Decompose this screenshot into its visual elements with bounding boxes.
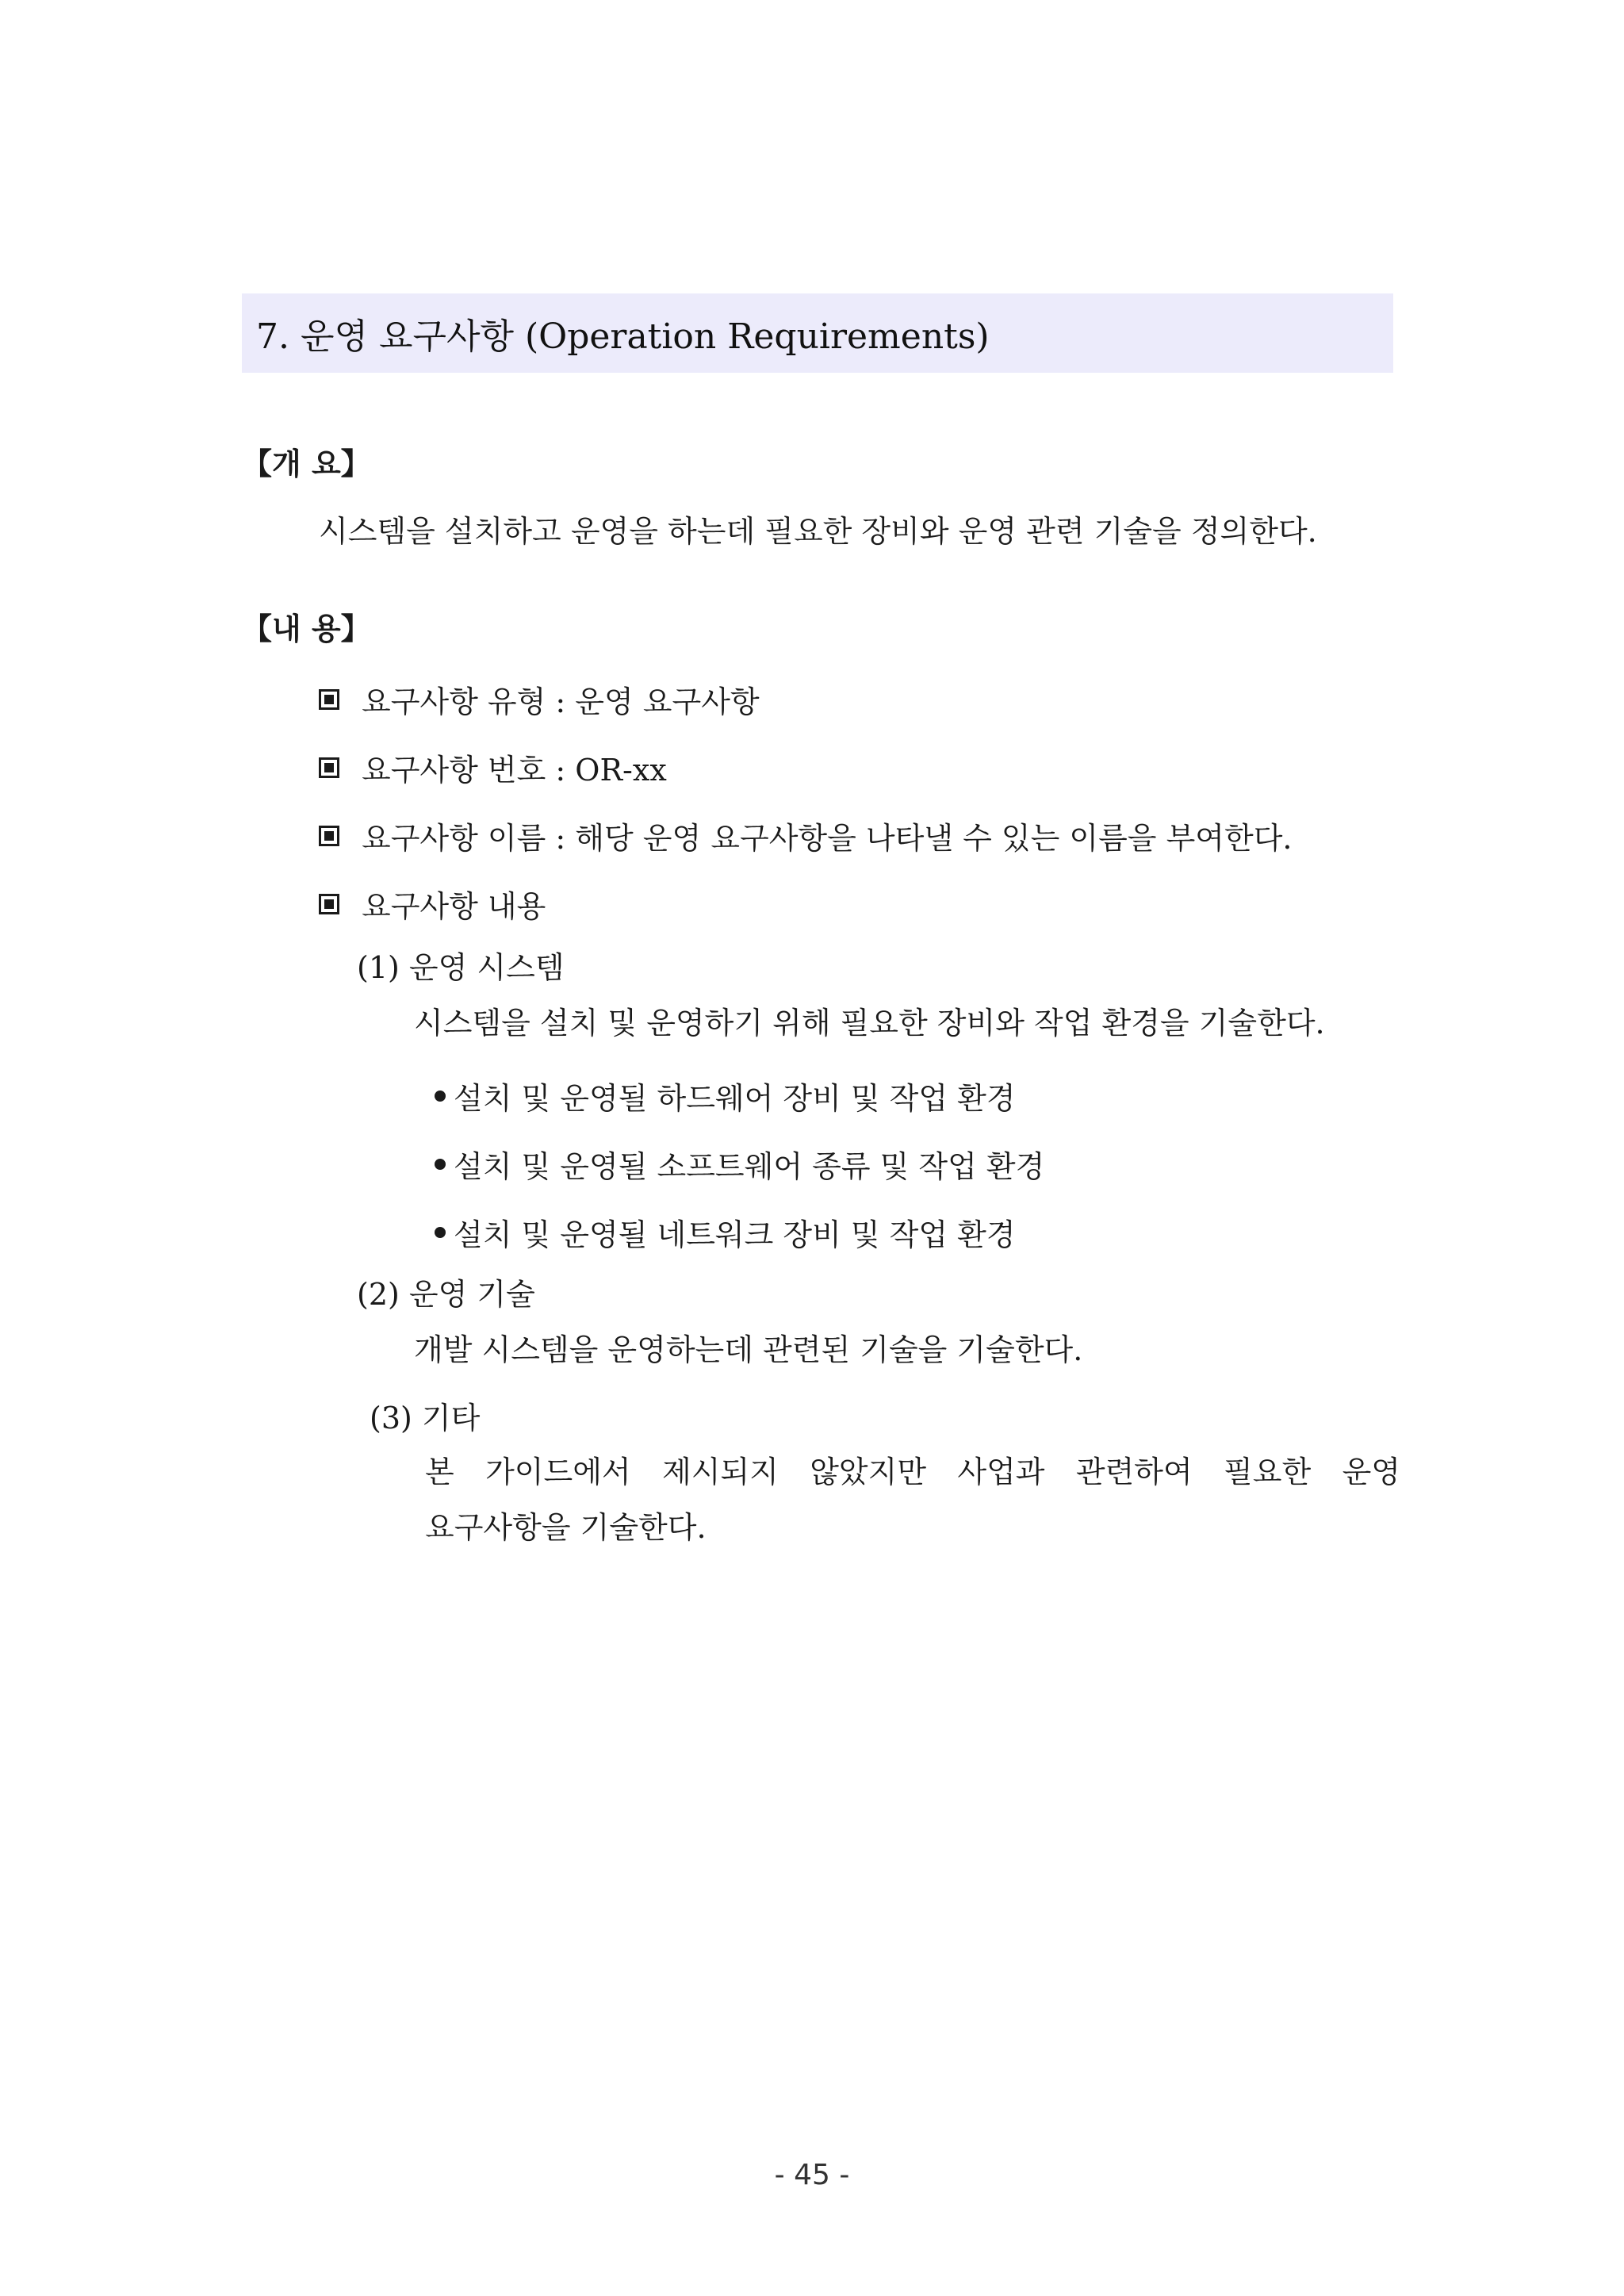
list-item-label: 설치 및 운영될 하드웨어 장비 및 작업 환경 bbox=[454, 1081, 1016, 1116]
list-item bbox=[435, 1142, 1044, 1186]
content-item-label: 요구사항 이름 : 해당 운영 요구사항을 나타낼 수 있는 이름을 부여한다. bbox=[362, 821, 1293, 856]
content-item bbox=[319, 882, 546, 926]
dot-bullet-icon bbox=[435, 1091, 446, 1102]
content-heading: 【내 용】 bbox=[242, 611, 371, 646]
list-item-label: 설치 및 운영될 소프트웨어 종류 및 작업 환경 bbox=[454, 1149, 1045, 1184]
section-title-bar bbox=[242, 293, 1393, 373]
list-item-label: 설치 및 운영될 네트워크 장비 및 작업 환경 bbox=[454, 1217, 1016, 1252]
subsection-title: (3) 기타 bbox=[370, 1401, 481, 1435]
square-bullet-icon bbox=[319, 826, 339, 846]
overview-text: 시스템을 설치하고 운영을 하는데 필요한 장비와 운영 관련 기술을 정의한다. bbox=[319, 514, 1317, 549]
list-item bbox=[435, 1074, 1016, 1117]
subsection-text: 시스템을 설치 및 운영하기 위해 필요한 장비와 작업 환경을 기술한다. bbox=[414, 1006, 1325, 1041]
square-bullet-icon bbox=[319, 894, 339, 914]
content-item bbox=[319, 814, 1293, 857]
content-item-label: 요구사항 내용 bbox=[362, 889, 546, 924]
content-item bbox=[319, 746, 667, 789]
subsection-title: (1) 운영 시스템 bbox=[357, 950, 565, 985]
overview-heading: 【개 요】 bbox=[242, 446, 371, 481]
dot-bullet-icon bbox=[435, 1159, 446, 1170]
content-item-label: 요구사항 번호 : OR-xx bbox=[362, 753, 667, 788]
dot-bullet-icon bbox=[435, 1227, 446, 1238]
square-bullet-icon bbox=[319, 757, 339, 778]
page-number: - 45 - bbox=[774, 2159, 850, 2191]
content-item-label: 요구사항 유형 : 운영 요구사항 bbox=[362, 684, 760, 719]
content-item bbox=[319, 677, 760, 721]
section-title: 7. 운영 요구사항 (Operation Requirements) bbox=[256, 316, 990, 357]
subsection-title: (2) 운영 기술 bbox=[357, 1277, 535, 1312]
square-bullet-icon bbox=[319, 689, 339, 710]
subsection-text: 개발 시스템을 운영하는데 관련된 기술을 기술한다. bbox=[414, 1332, 1083, 1367]
subsection-text: 요구사항을 기술한다. bbox=[425, 1510, 707, 1545]
list-item bbox=[435, 1210, 1016, 1254]
subsection-text: 본 가이드에서 제시되지 않았지만 사업과 관련하여 필요한 운영 bbox=[425, 1455, 1400, 1489]
